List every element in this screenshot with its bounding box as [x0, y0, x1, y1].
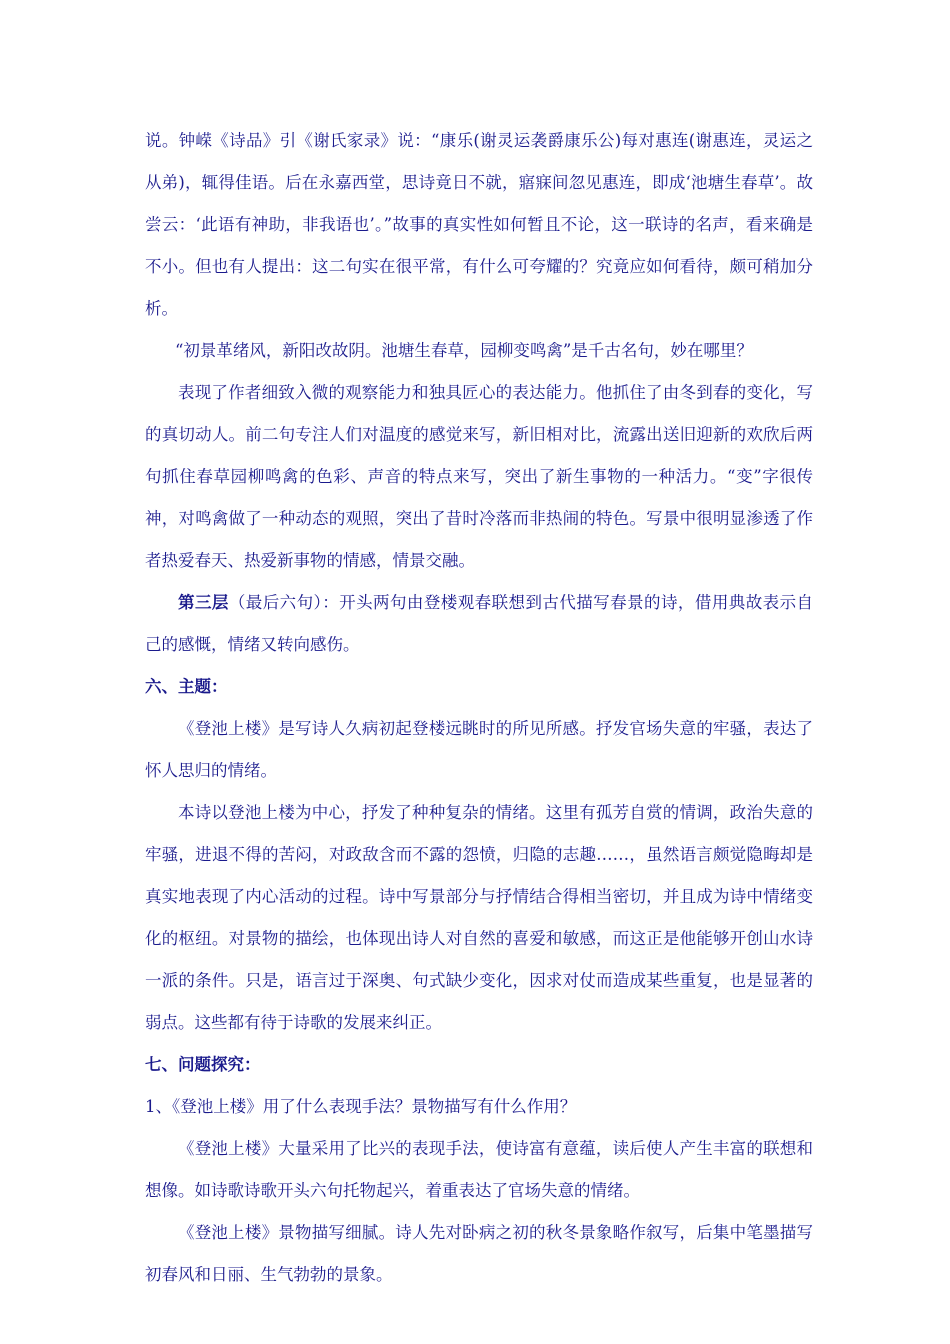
- third-layer-text: （最后六句）：开头两句由登楼观春联想到古代描写春景的诗，借用典故表示自己的感慨，情绪又转向感伤。: [145, 593, 814, 654]
- paragraph-analysis: 表现了作者细致入微的观察能力和独具匠心的表达能力。他抓住了由冬到春的变化，写的真切动人。前二句专注人们对温度的感觉来写，新旧相对比，流露出送旧迎新的欢欣后两句抓住春草园柳鸣禽的色彩、声音的特点来写，突出了新生事物的一种活力。“变”字很传神，对鸣禽做了一种动态的观照，突出了昔时冷落而非热闹的特色。写景中很明显渗透了作者热爱春天、热爱新事物的情感，情景交融。: [145, 383, 813, 570]
- section-heading-theme: 六、主题：: [145, 677, 228, 696]
- document-body: [145, 120, 813, 1296]
- paragraph-answer-scenery: 《登池上楼》景物描写细腻。诗人先对卧病之初的秋冬景象略作叙写，后集中笔墨描写 初春风和日丽、生气勃勃的景象。: [145, 1223, 813, 1284]
- paragraph-answer-technique: 《登池上楼》大量采用了比兴的表现手法，使诗富有意蕴，读后使人产生丰富的联想和想像。如诗歌诗歌开头六句托物起兴，着重表达了官场失意的情绪。: [145, 1139, 813, 1200]
- paragraph-theme-detail: 本诗以登池上楼为中心，抒发了种种复杂的情绪。这里有孤芳自赏的情调，政治失意的牢骚，进退不得的苦闷，对政敌含而不露的怨愤，归隐的志趣……，虽然语言颇觉隐晦却是真实地表现了内心活动的过程。诗中写景部分与抒情结合得相当密切，并且成为诗中情绪变化的枢纽。对景物的描绘，也体现出诗人对自然的喜爱和敏感，而这正是他能够开创山水诗一派的条件。只是，语言过于深奥、句式缺少变化，因求对仗而造成某些重复，也是显著的弱点。这些都有待于诗歌的发展来纠正。: [145, 803, 813, 1032]
- paragraph-third-layer: [145, 582, 813, 666]
- question-1: 1、《登池上楼》用了什么表现手法？景物描写有什么作用？: [145, 1097, 577, 1116]
- third-layer-label: 第三层: [178, 593, 229, 612]
- paragraph-theme-summary: 《登池上楼》是写诗人久病初起登楼远眺时的所见所感。抒发官场失意的牢骚，表达了怀人思归的情绪。: [145, 719, 813, 780]
- paragraph-shipin-quote: 说。钟嵘《诗品》引《谢氏家录》说：“康乐(谢灵运袭爵康乐公)每对惠连(谢惠连，灵运之从弟)，辄得佳语。后在永嘉西堂，思诗竟日不就，寤寐间忽见惠连，即成‘池塘生春草’。故尝云：‘此语有神助，非我语也’。”故事的真实性如何暂且不论，这一联诗的名声，看来确是不小。但也有人提出：这二句实在很平常，有什么可夸耀的？究竟应如何看待，颇可稍加分析。: [145, 131, 813, 318]
- paragraph-famous-lines-question: “初景革绪风，新阳改故阴。池塘生春草，园柳变鸣禽”是千古名句，妙在哪里？: [175, 341, 753, 360]
- section-heading-inquiry: 七、问题探究：: [145, 1055, 261, 1074]
